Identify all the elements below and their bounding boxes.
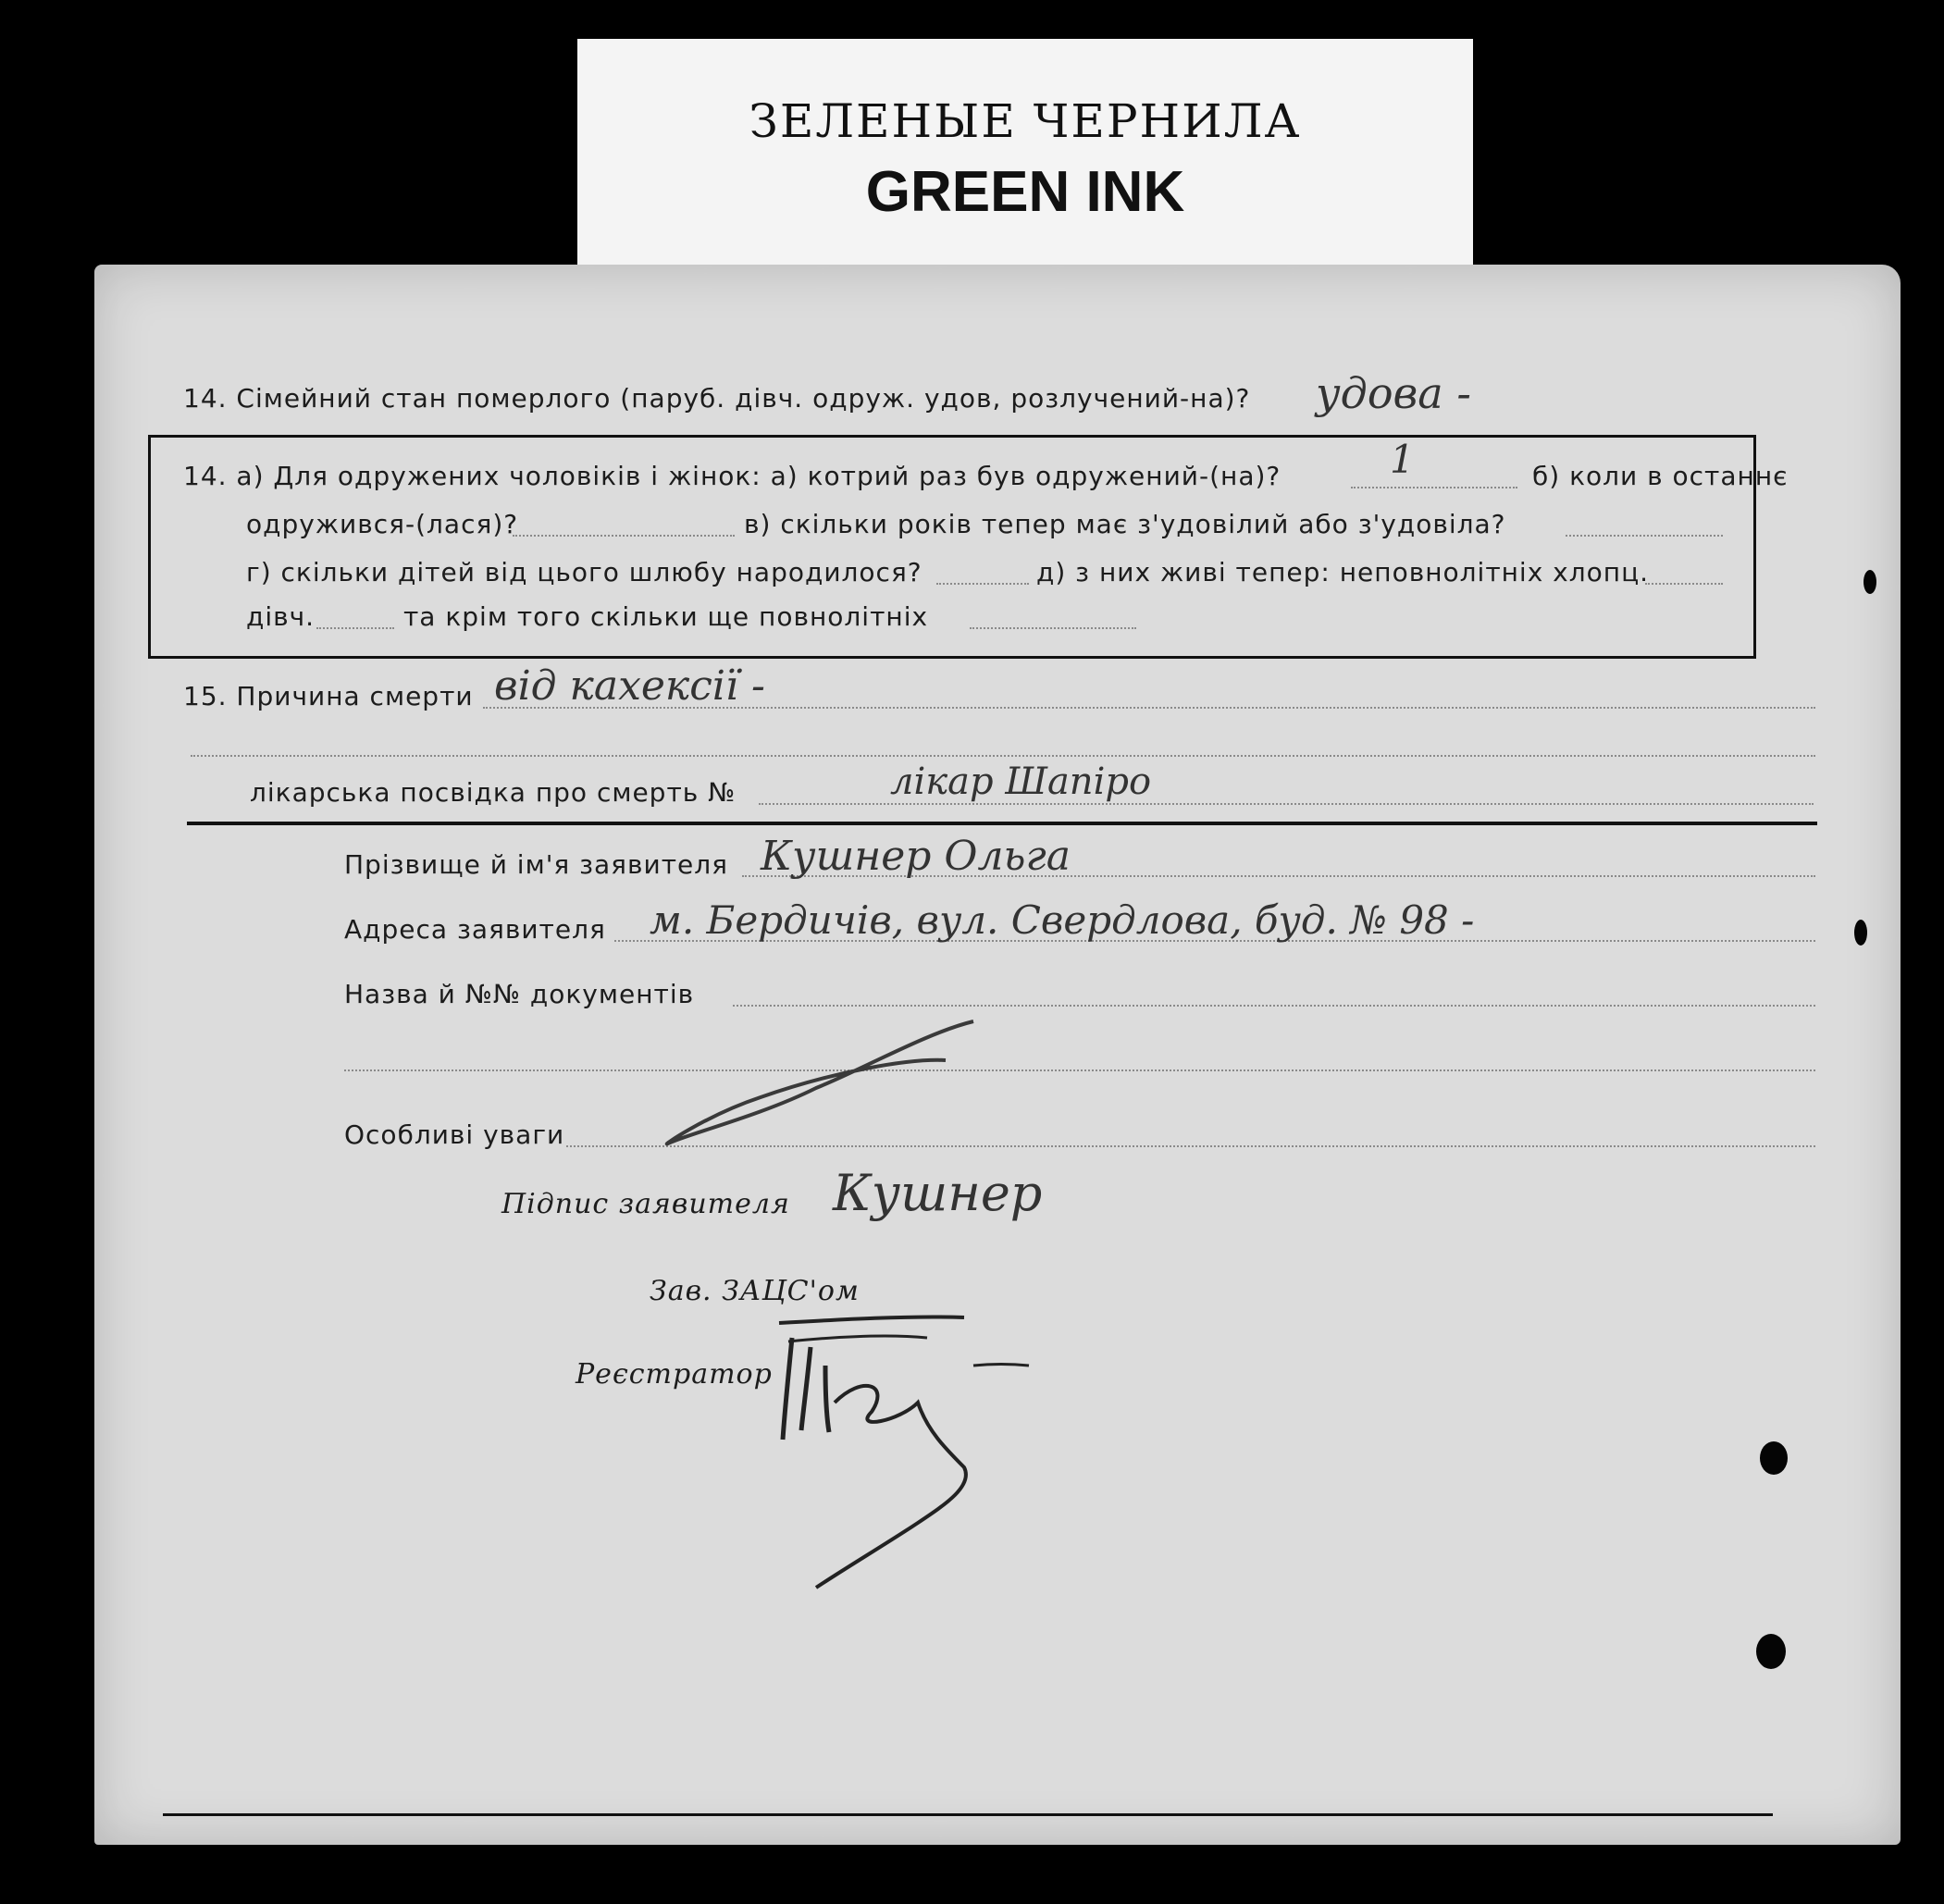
- label-russian: ЗЕЛЕНЫЕ ЧЕРНИЛА: [749, 94, 1302, 148]
- q14a-adults-dots: [970, 627, 1136, 629]
- q15-medical-cert-dots: [759, 803, 1814, 805]
- pen-strike-mark: [650, 1014, 983, 1153]
- form-sheet: [94, 265, 1901, 1845]
- q14a-line1-text: 14. а) Для одружених чоловіків і жінок: а) котрий раз був одружений-(на)?: [183, 461, 1282, 491]
- q14a-girls-label: дівч.: [246, 601, 316, 632]
- bottom-rule: [163, 1813, 1773, 1816]
- q14a-living-boys-label: д) з них живі тепер: неповнолітніх хлопц.: [1036, 557, 1650, 587]
- registrar-signature: [761, 1310, 1094, 1606]
- special-notes-label: Особливі уваги: [344, 1119, 565, 1150]
- q15-cause-answer: від кахексії -: [494, 662, 765, 710]
- registrar-label: Реєстратор: [576, 1358, 773, 1391]
- q15-cause-of-death-label: 15. Причина смерти: [183, 681, 474, 711]
- applicant-signature-label: Підпис заявителя: [501, 1188, 790, 1220]
- q14a-living-boys-dots: [1645, 583, 1723, 585]
- applicant-address-value: м. Бердичів, вул. Свердлова, буд. № 98 -: [650, 897, 1475, 943]
- q15-extra-dots: [191, 755, 1815, 757]
- q14a-married-date-dots: [513, 535, 735, 537]
- applicant-address-label: Адреса заявителя: [344, 914, 606, 945]
- q15-medical-cert-answer: лікар Шапіро: [890, 760, 1152, 803]
- q14a-times-married-dots: [1351, 487, 1517, 488]
- binding-hole: [1864, 570, 1876, 594]
- green-ink-label: [577, 39, 1473, 274]
- applicant-name-label: Прізвище й ім'я заявителя: [344, 849, 729, 880]
- applicant-signature-value: Кушнер: [833, 1164, 1043, 1222]
- q14a-line2-text: одружився-(лася)?: [246, 509, 519, 539]
- q14-marital-status-label: 14. Сімейний стан померлого (паруб. дівч. одруж. удов, розлучений-на)?: [183, 383, 1251, 414]
- q14a-widowed-years-dots: [1566, 535, 1723, 537]
- binding-hole: [1854, 920, 1867, 946]
- applicant-documents-dots-2: [344, 1069, 1815, 1071]
- section-divider: [187, 822, 1817, 825]
- q14a-children-born-dots: [936, 583, 1029, 585]
- q14-marital-status-answer: удова -: [1316, 368, 1471, 418]
- binding-hole: [1756, 1634, 1786, 1669]
- q14a-widowed-years-label: в) скільки років тепер має з'удовілий або з'удовіла?: [744, 509, 1506, 539]
- q15-medical-cert-label: лікарська посвідка про смерть №: [250, 777, 737, 808]
- applicant-name-value: Кушнер Ольга: [761, 833, 1071, 880]
- applicant-documents-dots: [733, 1005, 1815, 1007]
- binding-hole: [1760, 1441, 1788, 1475]
- q14a-times-married-answer: 1: [1390, 437, 1415, 482]
- q14a-children-born-label: г) скільки дітей від цього шлюбу народилося?: [246, 557, 922, 587]
- q14a-girls-dots: [316, 627, 394, 629]
- applicant-documents-label: Назва й №№ документів: [344, 979, 695, 1009]
- q14a-adults-label: та крім того скільки ще повнолітніх: [403, 601, 929, 632]
- zags-head-label: Зав. ЗАЦС'ом: [650, 1275, 860, 1307]
- q14a-last-married-label: б) коли в останнє: [1532, 461, 1789, 491]
- label-english: GREEN INK: [865, 160, 1185, 224]
